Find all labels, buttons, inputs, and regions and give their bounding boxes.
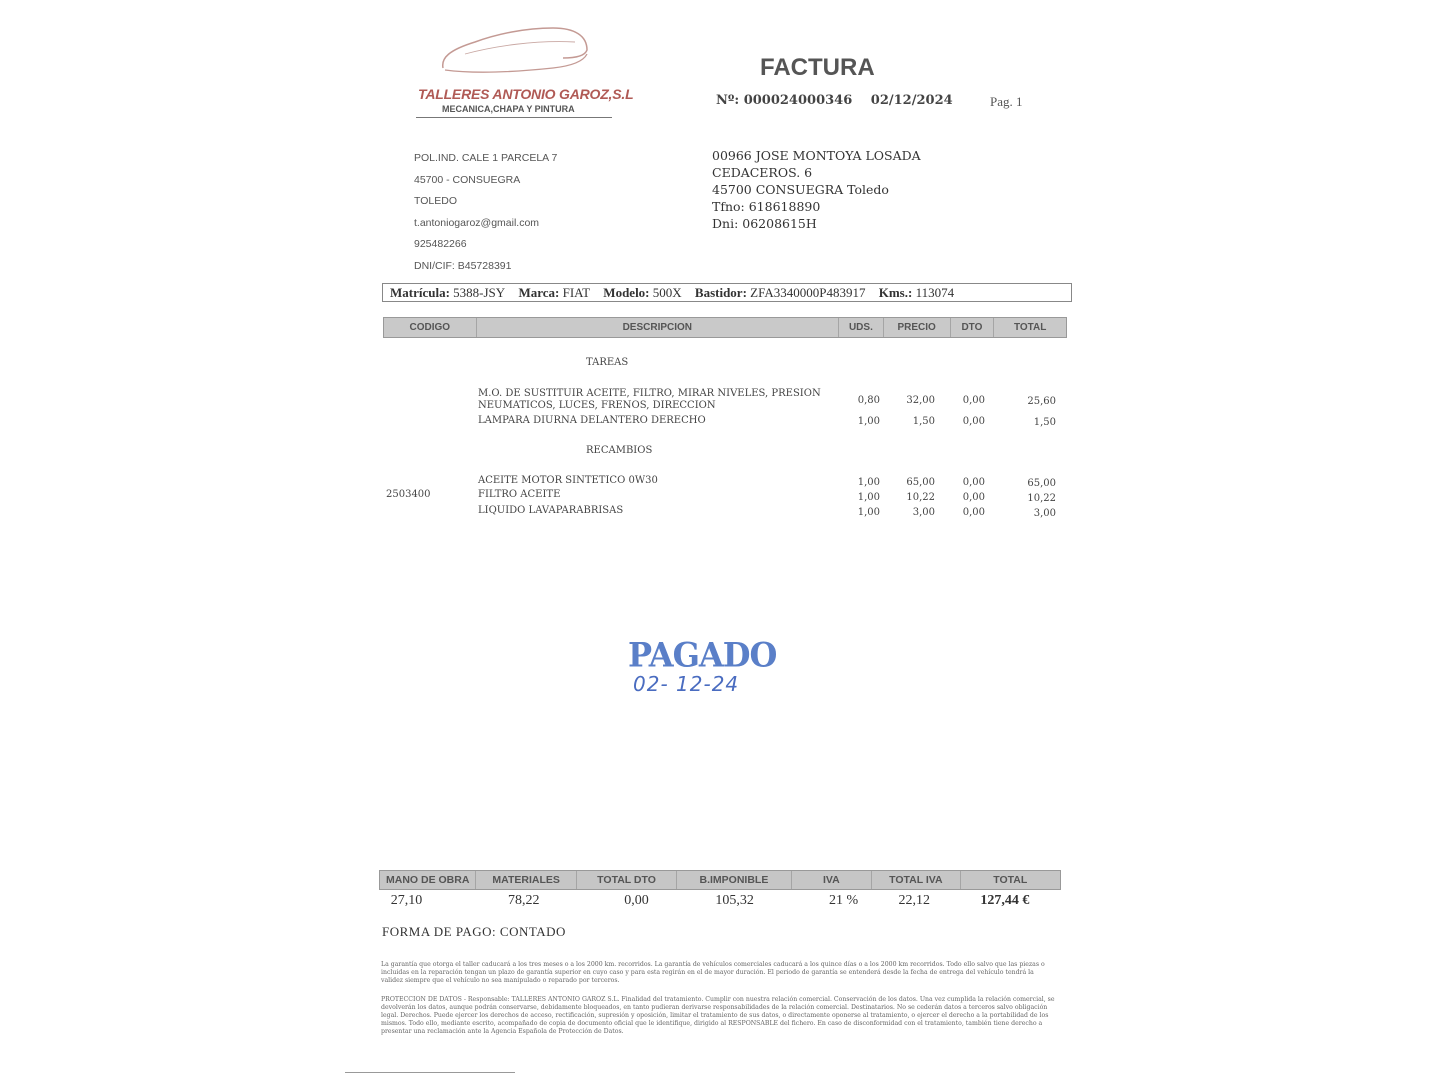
logo-divider — [416, 117, 612, 118]
client-dni: Dni: 06208615H — [712, 216, 817, 231]
line-item-uds: 0,80 — [857, 395, 880, 406]
paid-stamp-date: 02- 12-24 — [633, 672, 740, 696]
brand-label: Marca: — [518, 285, 560, 300]
total-mano-obra: 27,10 — [390, 893, 423, 908]
line-item-code: 2503400 — [386, 489, 431, 500]
company-name: TALLERES ANTONIO GAROZ,S.L — [418, 86, 634, 102]
totals-header — [379, 870, 1061, 890]
warranty-terms: La garantía que otorga el taller caducará a los tres meses o a los 2000 km. recorridos. La garantía de vehículos comerciales caducará a los quince días o a los 2000 km recorridos. Todo ello salvo que las piezas o incluidas en la reparación tengan un plazo de garantía superior en cuyo caso y para esta regirán en el de mayor duración. El periodo de garantía se entenderá desde la fecha de entrega del vehículo tendrá la validez siempre que el vehículo no sea manipulado o reparado por terceros. — [381, 961, 1045, 984]
model-label: Modelo: — [603, 285, 650, 300]
invoice-meta — [716, 93, 967, 108]
grand-total: 127,44 € — [980, 893, 1030, 908]
vin-label: Bastidor: — [694, 285, 747, 300]
iva-rate: 21 % — [829, 893, 859, 908]
line-item-precio: 10,22 — [906, 492, 935, 503]
line-item-precio: 32,00 — [906, 395, 935, 406]
company-phone: 925482266 — [414, 238, 467, 251]
client-city: 45700 CONSUEGRA Toledo — [712, 182, 889, 197]
line-item-dto: 0,00 — [962, 492, 985, 503]
client-phone: Tfno: 618618890 — [712, 199, 821, 214]
line-item-uds: 1,00 — [857, 507, 880, 518]
line-item-total: 10,22 — [1027, 493, 1056, 504]
col-uds: UDS. — [839, 318, 884, 337]
company-cif: DNI/CIF: B45728391 — [414, 259, 512, 272]
col-total: TOTAL — [1013, 322, 1047, 333]
totals-col-total: TOTAL — [993, 874, 1028, 886]
total-materiales: 78,22 — [508, 893, 540, 908]
line-item-desc: LIQUIDO LAVAPARABRISAS — [478, 505, 624, 516]
data-protection-notice: PROTECCION DE DATOS - Responsable: TALLERES ANTONIO GAROZ S.L. Finalidad del tratamiento. Cumplir con nuestra relación comercial. Conservación de los datos. Una vez cumplida la relación comercial, se devolverán los datos, aunque podrán conservarse, debidamente bloqueados, en tanto pudieran derivarse responsabilidades de la relación comercial. Destinatarios. No se cederán datos a terceros salvo obligación legal. Derechos. Puede ejercer los derechos de acceso, rectificación, supresión y oposición, limitar el tratamiento de sus datos, o directamente oponerse al tratamiento, o ejercer el derecho a la portabilidad de los mismos. Todo ello, mediante escrito, acompañado de copia de documento oficial que le identifique, dirigido al RESPONSABLE del fichero. En caso de disconformidad con el tratamiento, también tiene derecho a presentar una reclamación ante la Agencia Española de Protección de Datos. — [381, 996, 1055, 1035]
line-item-total: 3,00 — [1033, 508, 1056, 519]
line-item-desc: LAMPARA DIURNA DELANTERO DERECHO — [478, 415, 706, 426]
company-info — [414, 148, 557, 278]
line-item-desc: M.O. DE SUSTITUIR ACEITE, FILTRO, MIRAR NIVELES, PRESION NEUMATICOS, LUCES, FRENOS, DIRECCION — [478, 388, 821, 411]
invoice-number: Nº: 000024000346 — [716, 93, 853, 108]
vehicle-info-bar — [382, 283, 1072, 302]
plate-label: Matrícula: — [390, 285, 450, 300]
client-name: 00966 JOSE MONTOYA LOSADA — [712, 148, 921, 163]
line-item-dto: 0,00 — [962, 507, 985, 518]
line-item-total: 65,00 — [1027, 478, 1056, 489]
line-item-dto: 0,00 — [962, 477, 985, 488]
company-tagline: MECANICA,CHAPA Y PINTURA — [442, 104, 575, 114]
page-edge-line — [345, 1072, 515, 1073]
invoice-date: 02/12/2024 — [870, 93, 953, 108]
line-item-precio: 3,00 — [912, 507, 935, 518]
line-item-total: 1,50 — [1033, 417, 1056, 428]
line-item-uds: 1,00 — [857, 477, 880, 488]
line-item-desc: ACEITE MOTOR SINTETICO 0W30 — [478, 475, 658, 486]
line-item-precio: 1,50 — [912, 416, 935, 427]
model-value: 500X — [652, 285, 682, 300]
kms-label: Kms.: — [878, 285, 913, 300]
brand-value: FIAT — [562, 285, 591, 300]
col-codigo: CODIGO — [384, 318, 477, 337]
plate-value: 5388-JSY — [453, 285, 506, 300]
vin-value: ZFA3340000P483917 — [750, 285, 866, 300]
totals-col-iva: IVA — [792, 871, 873, 889]
invoice-title: FACTURA — [760, 54, 875, 81]
line-item-precio: 65,00 — [906, 477, 935, 488]
base-imponible: 105,32 — [715, 893, 754, 908]
company-email: t.antoniogaroz@gmail.com — [414, 216, 540, 229]
total-iva: 22,12 — [898, 893, 930, 908]
page-number: Pag. 1 — [990, 94, 1023, 109]
totals-col-total-dto: TOTAL DTO — [577, 871, 677, 889]
col-dto: DTO — [951, 318, 995, 337]
paid-stamp: PAGADO — [628, 635, 777, 675]
company-city: 45700 - CONSUEGRA — [414, 173, 521, 186]
total-dto: 0,00 — [624, 893, 649, 908]
section-title-recambios: RECAMBIOS — [586, 445, 653, 456]
company-address: POL.IND. CALE 1 PARCELA 7 — [414, 152, 558, 164]
totals-col-total-iva: TOTAL IVA — [872, 871, 960, 889]
client-street: CEDACEROS. 6 — [712, 165, 813, 180]
totals-col-materiales: MATERIALES — [476, 871, 576, 889]
payment-method: FORMA DE PAGO: CONTADO — [382, 924, 566, 939]
line-item-desc: FILTRO ACEITE — [478, 489, 561, 500]
col-precio: PRECIO — [884, 318, 951, 337]
company-province: TOLEDO — [414, 195, 457, 208]
totals-col-mano-obra: MANO DE OBRA — [380, 871, 476, 889]
line-item-uds: 1,00 — [857, 492, 880, 503]
line-item-total: 25,60 — [1027, 396, 1056, 407]
totals-values — [379, 890, 1059, 912]
col-descripcion: DESCRIPCION — [477, 318, 839, 337]
items-table-header — [383, 317, 1067, 338]
client-info — [712, 147, 921, 232]
totals-col-b-imponible: B.IMPONIBLE — [677, 871, 791, 889]
kms-value: 113074 — [915, 285, 955, 300]
section-title-tareas: TAREAS — [586, 357, 629, 368]
line-item-uds: 1,00 — [857, 416, 880, 427]
line-item-dto: 0,00 — [962, 416, 985, 427]
car-outline-icon — [435, 24, 595, 79]
line-item-dto: 0,00 — [962, 395, 985, 406]
